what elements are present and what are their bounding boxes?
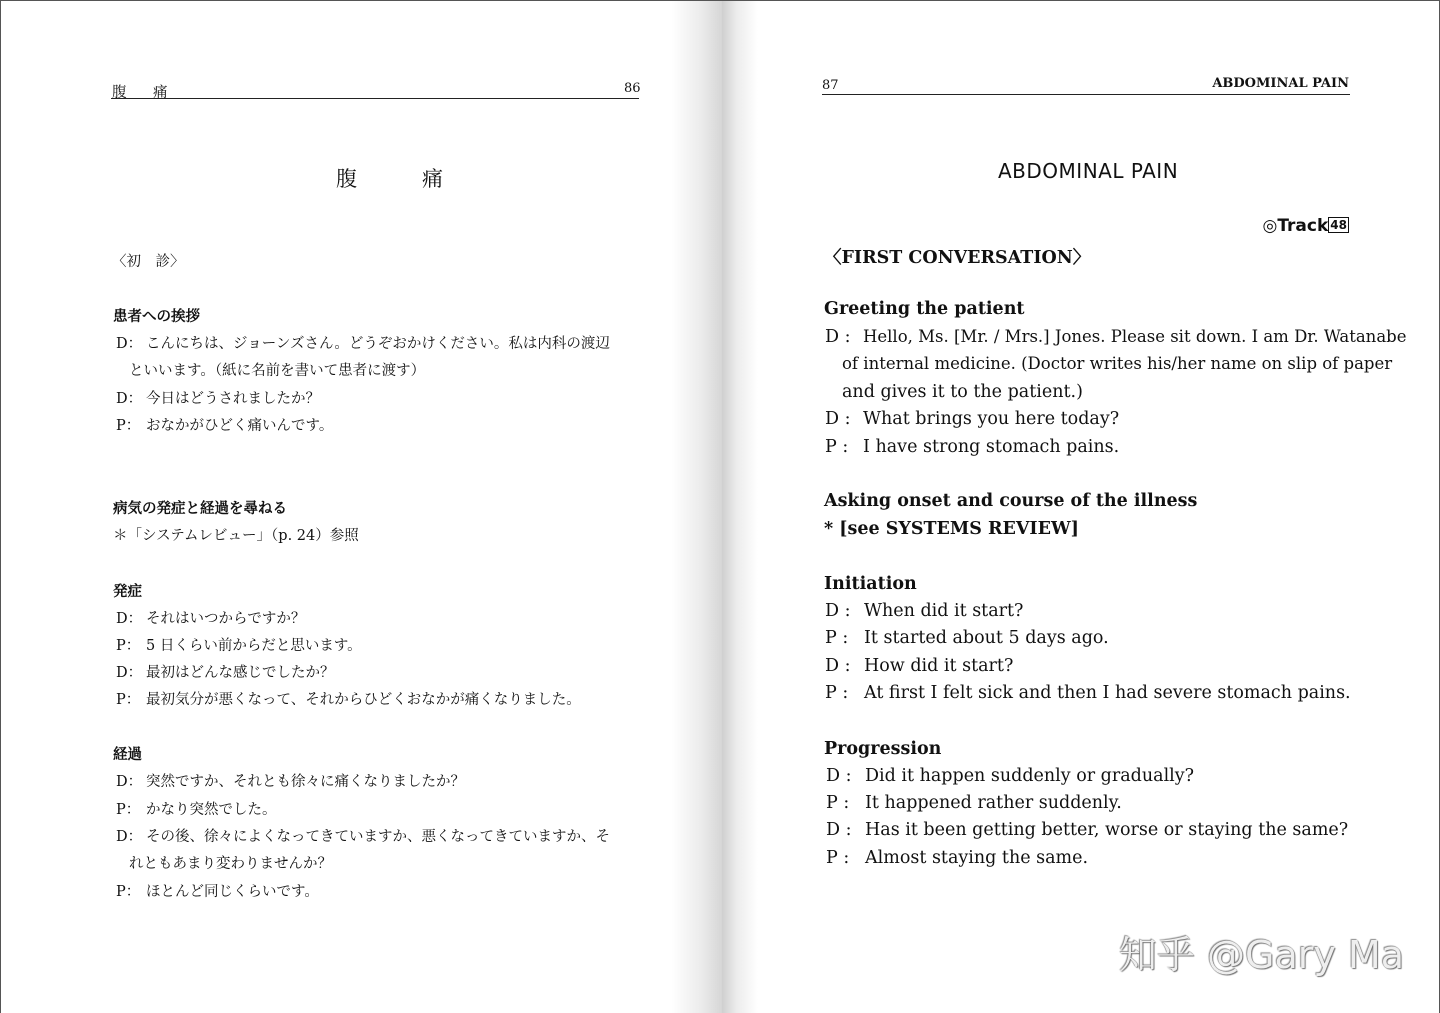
track-number: 48 [1330,218,1347,232]
dialogue-text: 5 日くらい前からだと思います。 [146,638,362,654]
dialogue-text: ほとんど同じくらいです。 [146,884,319,900]
running-header-title: 腹 痛 [112,85,174,101]
dialogue-text: こんにちは、ジョーンズさん。どうぞおかけください。私は内科の渡辺 [146,336,610,352]
dialogue-text: When did it start? [864,601,1024,621]
audio-track-label [1262,216,1349,236]
speaker-label: P : [825,437,849,457]
cross-reference: * [see SYSTEMS REVIEW] [824,519,1079,539]
track-label: ◎Track [1262,216,1329,236]
speaker-label: D： [116,611,143,627]
dialogue-text: かなり突然でした。 [146,802,277,818]
chapter-title: ABDOMINAL PAIN [998,159,1179,183]
speaker-label: D : [826,820,852,840]
dialogue-text: I have strong stomach pains. [863,437,1120,457]
dialogue-text: といいます。（紙に名前を書いて患者に渡す） [129,363,426,379]
dialogue-text: 突然ですか、それとも徐々に痛くなりましたか？ [146,774,465,790]
speaker-label: D： [116,774,143,790]
watermark: 知乎 @Gary Ma [1118,933,1404,977]
dialogue-text: Hello, Ms. [Mr. / Mrs.] Jones. Please sit down. I am Dr. Watanabe [863,327,1407,346]
section-heading-onset-course: 病気の発症と経過を尋ねる [113,500,287,517]
speaker-label: D： [116,391,143,407]
dialogue-text: それはいつからですか？ [146,611,306,627]
dialogue-text: How did it start? [864,656,1014,676]
speaker-label: D : [825,601,851,621]
speaker-label: P : [826,793,850,813]
page-number: 86 [624,81,641,96]
visit-label: 〈FIRST CONVERSATION〉 [824,248,1091,268]
speaker-label: P : [825,628,849,648]
speaker-label: P： [116,418,141,434]
speaker-label: P： [116,692,141,708]
dialogue-text: Did it happen suddenly or gradually? [865,766,1195,786]
speaker-label: P： [116,802,141,818]
speaker-label: P : [826,848,850,868]
dialogue-text: Almost staying the same. [865,848,1089,868]
speaker-label: D : [825,656,851,676]
section-heading-progression: Progression [824,739,942,759]
dialogue-text: おなかがひどく痛いんです。 [146,418,334,434]
section-heading-progression: 経過 [113,746,142,763]
section-heading-greeting: Greeting the patient [824,299,1025,319]
speaker-label: D： [116,336,143,352]
dialogue-text: れともあまり変わりませんか？ [129,856,332,872]
dialogue-text: and gives it to the patient.) [842,382,1083,402]
speaker-label: P： [116,884,141,900]
speaker-label: D : [826,766,852,786]
running-header-title: ABDOMINAL PAIN [1212,76,1349,91]
dialogue-text: What brings you here today? [863,409,1120,429]
dialogue-text: of internal medicine. (Doctor writes his/her name on slip of paper [842,354,1393,373]
cross-reference: ＊「システムレビュー」（p. 24）参照 [113,528,359,544]
header-rule [822,94,1350,95]
section-heading-greeting: 患者への挨拶 [113,308,200,325]
speaker-label: P : [825,683,849,703]
right-page-87 [722,0,1440,1013]
section-heading-onset-course: Asking onset and course of the illness [824,491,1198,511]
speaker-label: D : [825,409,851,429]
chapter-title: 腹 痛 [336,167,465,191]
speaker-label: P： [116,638,141,654]
dialogue-text: At first I felt sick and then I had severe stomach pains. [864,683,1351,703]
dialogue-text: Has it been getting better, worse or staying the same? [865,820,1349,840]
dialogue-text: 最初はどんな感じでしたか？ [146,665,335,681]
dialogue-line [116,332,142,353]
dialogue-text: It happened rather suddenly. [865,793,1122,813]
speaker-label: D : [825,327,851,347]
visit-label: 〈初 診〉 [112,254,185,270]
dialogue-text: 今日はどうされましたか？ [146,391,320,407]
page-number: 87 [822,78,839,93]
header-rule [111,98,639,99]
speaker-label: D： [116,665,143,681]
section-heading-initiation: 発症 [113,583,142,600]
dialogue-text: その後、徐々によくなってきていますか、悪くなってきていますか、そ [146,829,610,845]
speaker-label: D： [116,829,143,845]
dialogue-text: 最初気分が悪くなって、それからひどくおなかが痛くなりました。 [146,692,581,708]
section-heading-initiation: Initiation [824,574,917,594]
dialogue-text: It started about 5 days ago. [864,628,1109,648]
